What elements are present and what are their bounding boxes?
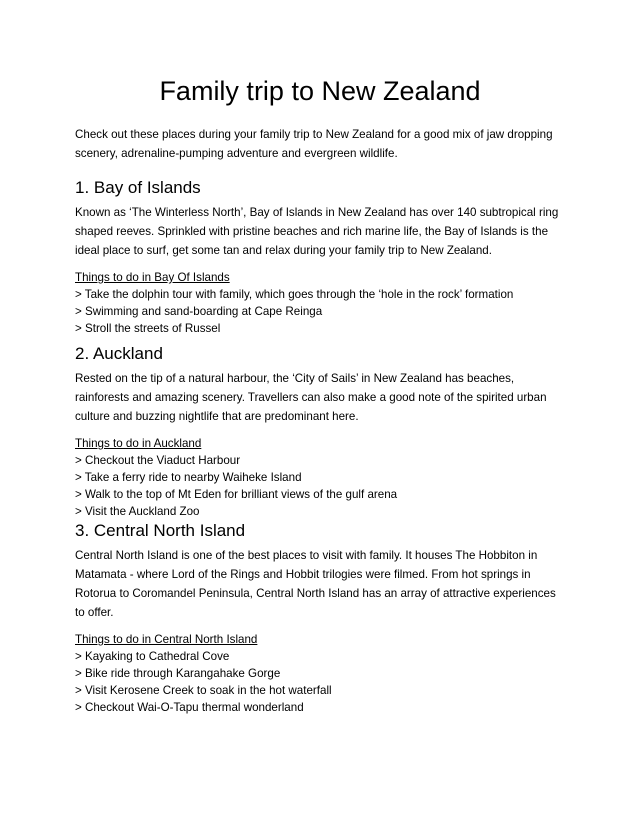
list-item: > Take a ferry ride to nearby Waiheke Island [75, 471, 302, 484]
intro-paragraph: Check out these places during your family trip to New Zealand for a good mix of jaw dropping scenery, adrenaline-pumping adventure and evergreen wildlife. [75, 128, 553, 160]
section-heading: 1. Bay of Islands [75, 178, 201, 197]
section-central-north-island [75, 520, 565, 716]
list-item: > Checkout the Viaduct Harbour [75, 454, 241, 467]
things-to-do-list [75, 452, 565, 520]
page-title: Family trip to New Zealand [159, 76, 481, 106]
things-to-do-heading: Things to do in Auckland [75, 437, 202, 450]
list-item: > Bike ride through Karangahake Gorge [75, 667, 281, 680]
things-to-do-list [75, 286, 565, 337]
list-item: > Checkout Wai-O-Tapu thermal wonderland [75, 701, 304, 714]
section-description: Known as ‘The Winterless North’, Bay of Islands in New Zealand has over 140 subtropical ring shaped reeves. Sprinkled with pristine beaches and rich marine life, the Bay of Islands is the ideal place to surf, get some tan and relax during your family trip to New Zealand. [75, 206, 559, 257]
section-description: Central North Island is one of the best places to visit with family. It houses The Hobbiton in Matamata - where Lord of the Rings and Hobbit trilogies were filmed. From hot springs in Rotorua to Coromandel Peninsula, Central North Island has an array of attractive experiences to offer. [75, 549, 556, 619]
list-item: > Walk to the top of Mt Eden for brilliant views of the gulf arena [75, 488, 398, 501]
list-item: > Swimming and sand-boarding at Cape Reinga [75, 305, 323, 318]
section-auckland [75, 343, 565, 520]
list-item: > Visit the Auckland Zoo [75, 505, 200, 518]
section-heading: 2. Auckland [75, 344, 163, 363]
things-to-do-heading: Things to do in Central North Island [75, 633, 258, 646]
list-item: > Take the dolphin tour with family, which goes through the ‘hole in the rock’ formation [75, 288, 514, 301]
list-item: > Visit Kerosene Creek to soak in the hot waterfall [75, 684, 332, 697]
list-item: > Stroll the streets of Russel [75, 322, 221, 335]
section-heading: 3. Central North Island [75, 521, 246, 540]
things-to-do-list [75, 648, 565, 716]
section-description: Rested on the tip of a natural harbour, the ‘City of Sails’ in New Zealand has beaches, rainforests and amazing scenery. Travellers can also make a good note of the spirited urban culture and buzzing nightlife that are predominant here. [75, 372, 547, 423]
section-bay-of-islands [75, 177, 565, 337]
things-to-do-heading: Things to do in Bay Of Islands [75, 271, 230, 284]
list-item: > Kayaking to Cathedral Cove [75, 650, 230, 663]
